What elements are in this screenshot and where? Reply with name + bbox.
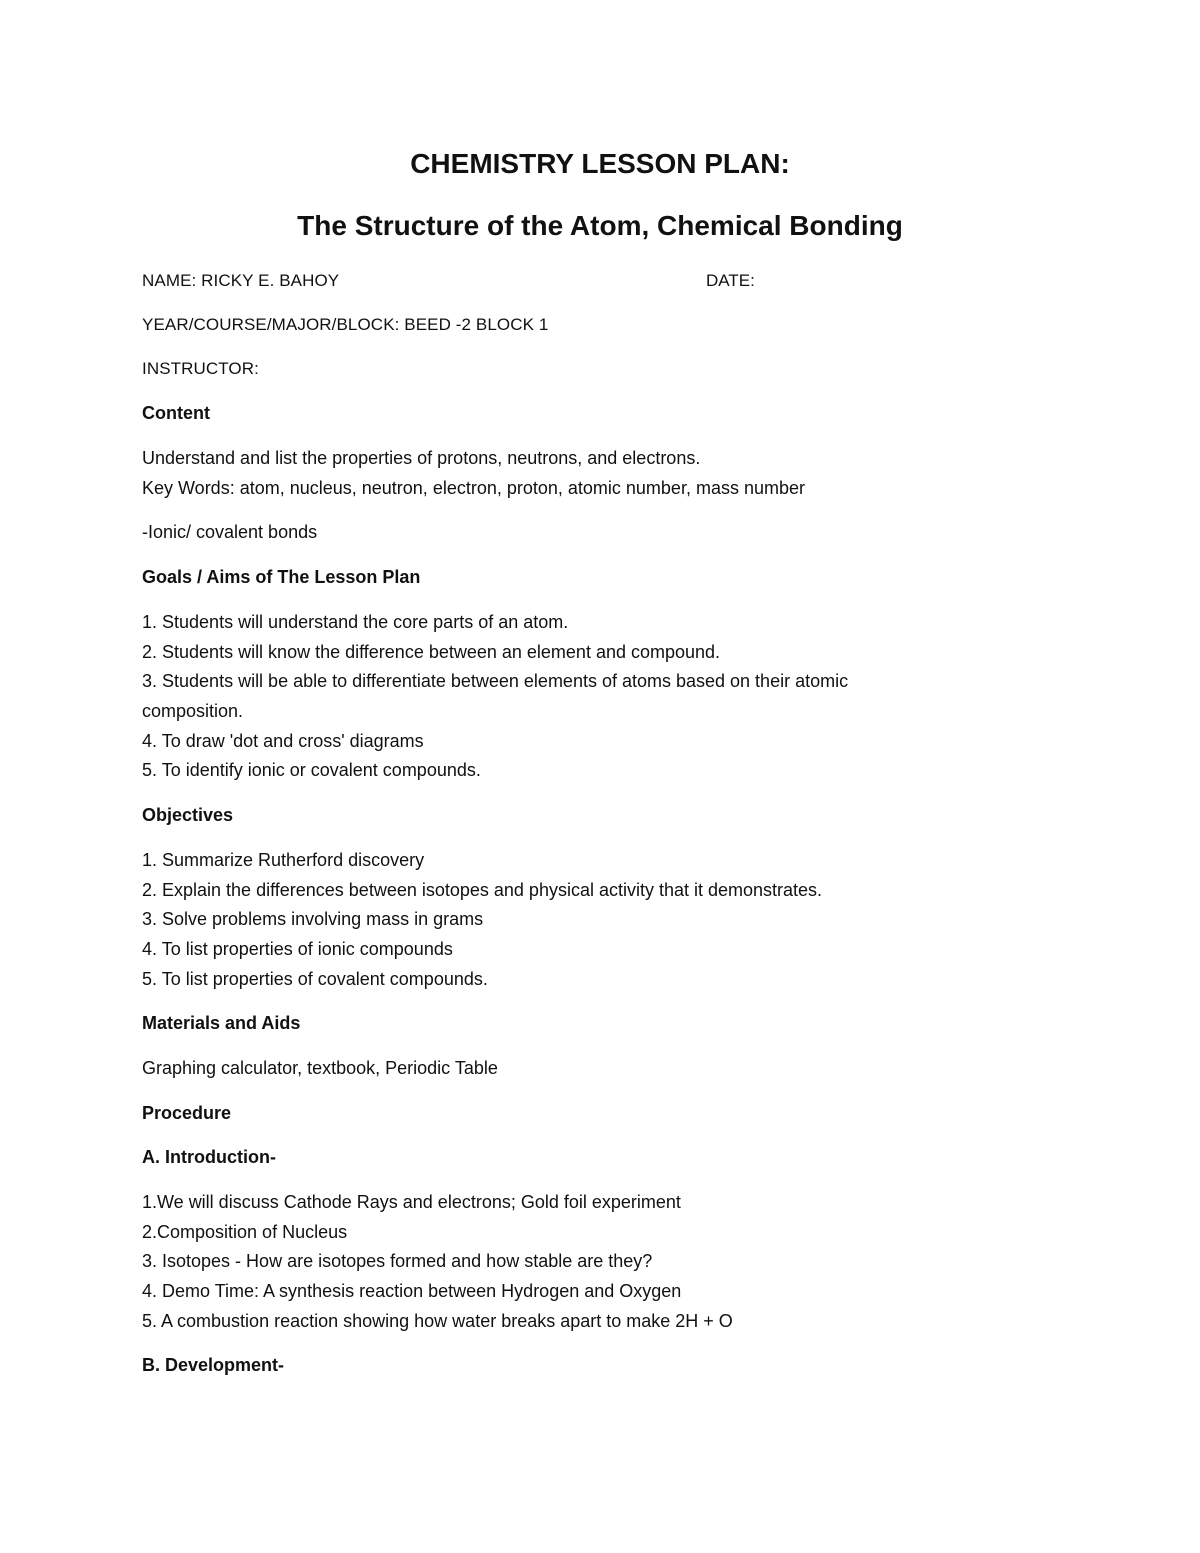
instructor-field: INSTRUCTOR: xyxy=(142,359,259,378)
introduction-item: 1.We will discuss Cathode Rays and electrons; Gold foil experiment xyxy=(142,1192,681,1212)
date-field: DATE: xyxy=(706,271,755,290)
goal-item: 1. Students will understand the core parts of an atom. xyxy=(142,612,569,632)
materials-heading: Materials and Aids xyxy=(142,1013,301,1033)
content-line: Understand and list the properties of protons, neutrons, and electrons. xyxy=(142,448,701,468)
name-field: NAME: RICKY E. BAHOY xyxy=(142,271,340,290)
introduction-item: 5. A combustion reaction showing how water breaks apart to make 2H + O xyxy=(142,1311,733,1331)
introduction-item: 2.Composition of Nucleus xyxy=(142,1222,348,1242)
goal-item: 4. To draw 'dot and cross' diagrams xyxy=(142,731,424,751)
content-keywords: Key Words: atom, nucleus, neutron, electron, proton, atomic number, mass number xyxy=(142,478,805,498)
goal-item: 3. Students will be able to differentiate between elements of atoms based on their atomic xyxy=(142,671,849,691)
content-heading: Content xyxy=(142,403,210,423)
introduction-heading: A. Introduction- xyxy=(142,1147,276,1167)
objectives-heading: Objectives xyxy=(142,805,234,825)
development-heading: B. Development- xyxy=(142,1355,285,1375)
goals-heading: Goals / Aims of The Lesson Plan xyxy=(142,567,421,587)
document-title: CHEMISTRY LESSON PLAN: xyxy=(410,148,790,179)
objective-item: 3. Solve problems involving mass in grams xyxy=(142,909,484,929)
goal-item-continued: composition. xyxy=(142,701,244,721)
objective-item: 4. To list properties of ionic compounds xyxy=(142,939,453,959)
year-course-field: YEAR/COURSE/MAJOR/BLOCK: BEED -2 BLOCK 1 xyxy=(142,315,549,334)
introduction-item: 4. Demo Time: A synthesis reaction between Hydrogen and Oxygen xyxy=(142,1281,682,1301)
objective-item: 2. Explain the differences between isotopes and physical activity that it demonstrates. xyxy=(142,880,823,900)
introduction-item: 3. Isotopes - How are isotopes formed and how stable are they? xyxy=(142,1251,653,1271)
goal-item: 5. To identify ionic or covalent compounds. xyxy=(142,760,481,780)
procedure-heading: Procedure xyxy=(142,1103,232,1123)
content-bonds: -Ionic/ covalent bonds xyxy=(142,522,318,542)
goal-item: 2. Students will know the difference between an element and compound. xyxy=(142,642,721,662)
objective-item: 1. Summarize Rutherford discovery xyxy=(142,850,425,870)
materials-text: Graphing calculator, textbook, Periodic Table xyxy=(142,1058,498,1078)
document-subtitle: The Structure of the Atom, Chemical Bonding xyxy=(297,210,903,241)
objective-item: 5. To list properties of covalent compounds. xyxy=(142,969,488,989)
